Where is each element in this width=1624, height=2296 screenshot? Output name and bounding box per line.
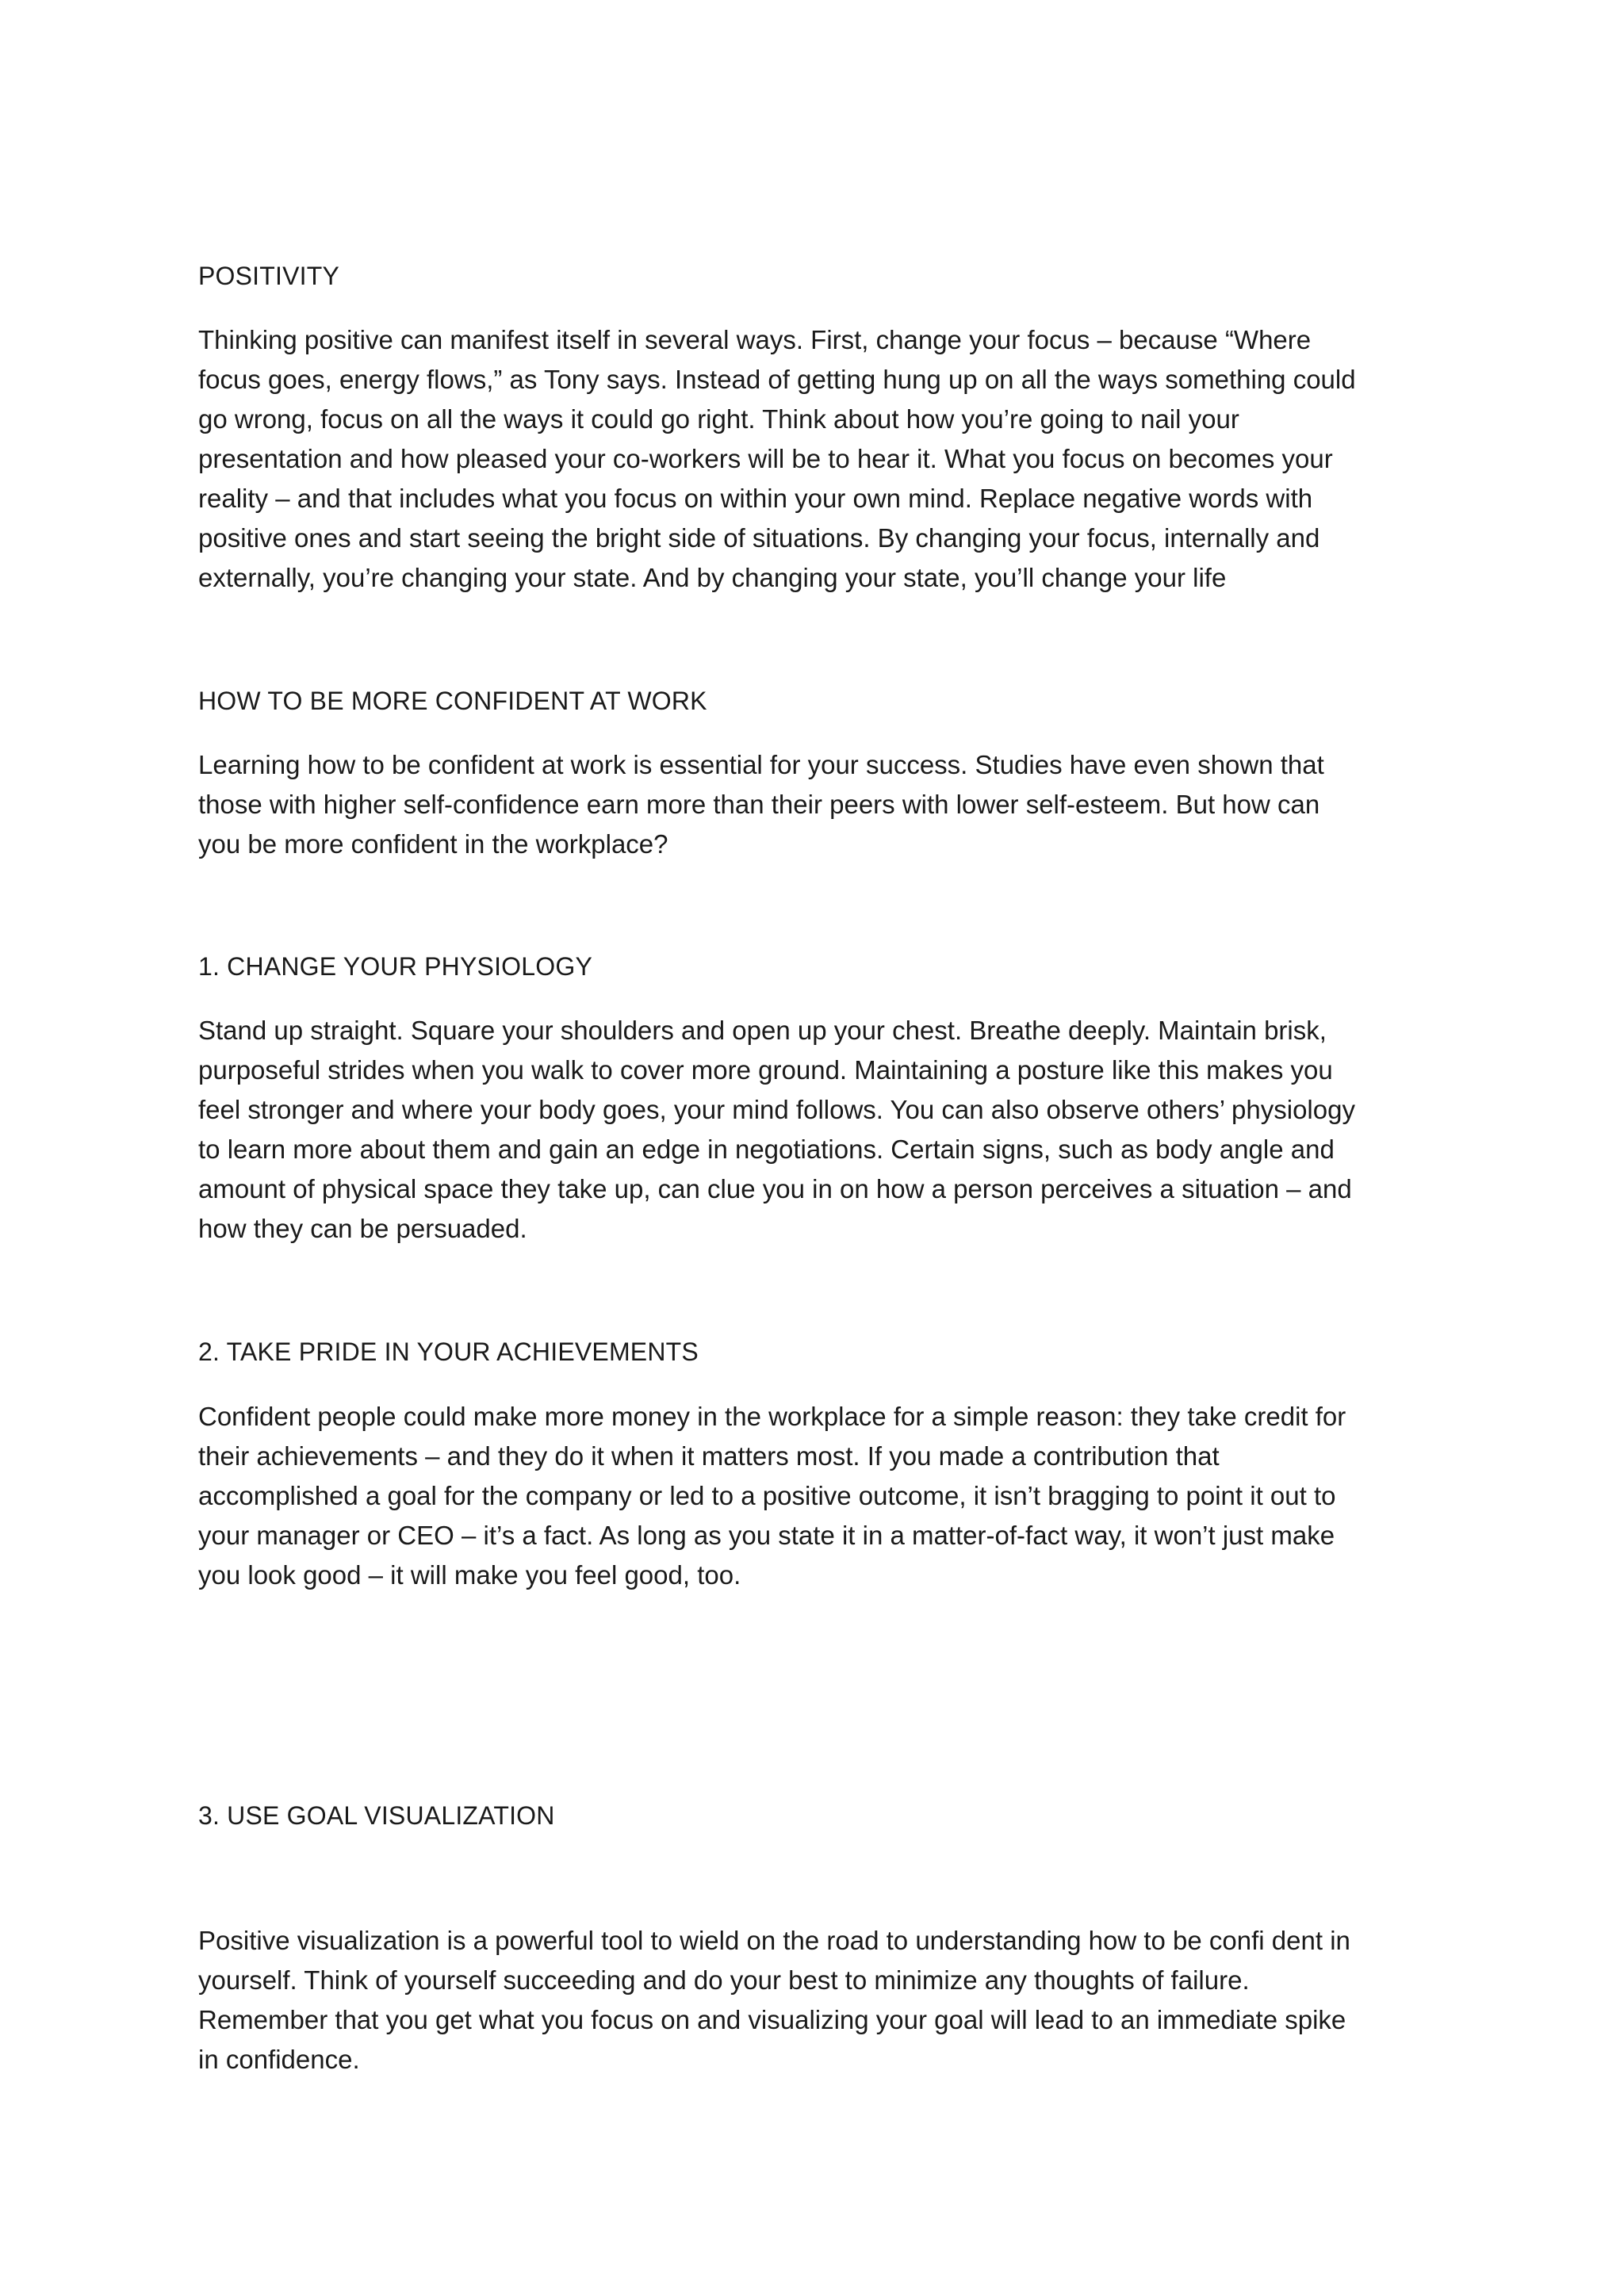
section-body-positivity [198,320,1451,598]
text-line: focus goes, energy flows,” as Tony says. Instead of getting hung up on all the ways something could [198,365,1356,394]
section-body-goal-visualization [198,1921,1451,2080]
text-line: you look good – it will make you feel good, too. [198,1560,741,1590]
text-line: accomplished a goal for the company or led to a positive outcome, it isn’t bragging to point it out to [198,1481,1336,1510]
text-line: their achievements – and they do it when it matters most. If you made a contribution that [198,1441,1220,1471]
text-line: in confidence. [198,2045,360,2074]
text-line: those with higher self-confidence earn more than their peers with lower self-esteem. But how can [198,790,1320,819]
section-body-take-pride [198,1397,1451,1595]
text-line: go wrong, focus on all the ways it could go right. Think about how you’re going to nail your [198,404,1239,434]
text-line: feel stronger and where your body goes, your mind follows. You can also observe others’ physiology [198,1095,1355,1124]
text-line: Thinking positive can manifest itself in several ways. First, change your focus – because “Where [198,325,1312,354]
section-heading-goal-visualization: 3. USE GOAL VISUALIZATION [198,1801,555,1830]
text-line: Remember that you get what you focus on and visualizing your goal will lead to an immediate spike [198,2005,1346,2034]
text-line: Stand up straight. Square your shoulders and open up your chest. Breathe deeply. Maintain brisk, [198,1016,1327,1045]
section-body-confident-at-work [198,745,1451,864]
section-heading-take-pride: 2. TAKE PRIDE IN YOUR ACHIEVEMENTS [198,1337,699,1366]
section-heading-change-physiology: 1. CHANGE YOUR PHYSIOLOGY [198,952,592,981]
section-heading-confident-at-work: HOW TO BE MORE CONFIDENT AT WORK [198,687,707,715]
text-line: reality – and that includes what you focus on within your own mind. Replace negative words with [198,484,1313,513]
section-body-change-physiology [198,1011,1451,1249]
text-line: presentation and how pleased your co-workers will be to hear it. What you focus on becomes your [198,444,1333,473]
text-line: purposeful strides when you walk to cover more ground. Maintaining a posture like this makes you [198,1055,1333,1085]
text-line: Learning how to be confident at work is essential for your success. Studies have even shown that [198,750,1324,779]
text-line: your manager or CEO – it’s a fact. As long as you state it in a matter-of-fact way, it won’t just make [198,1521,1335,1550]
text-line: how they can be persuaded. [198,1214,527,1243]
text-line: yourself. Think of yourself succeeding and do your best to minimize any thoughts of failure. [198,1965,1250,1995]
text-line: externally, you’re changing your state. And by changing your state, you’ll change your life [198,563,1227,592]
text-line: Positive visualization is a powerful tool to wield on the road to understanding how to be confi dent in [198,1926,1350,1955]
text-line: positive ones and start seeing the bright side of situations. By changing your focus, internally and [198,523,1320,553]
text-line: amount of physical space they take up, can clue you in on how a person perceives a situation – and [198,1174,1352,1203]
text-line: you be more confident in the workplace? [198,829,668,859]
text-line: Confident people could make more money in the workplace for a simple reason: they take credit for [198,1402,1346,1431]
text-line: to learn more about them and gain an edge in negotiations. Certain signs, such as body angle and [198,1135,1335,1164]
section-heading-positivity: POSITIVITY [198,262,340,290]
